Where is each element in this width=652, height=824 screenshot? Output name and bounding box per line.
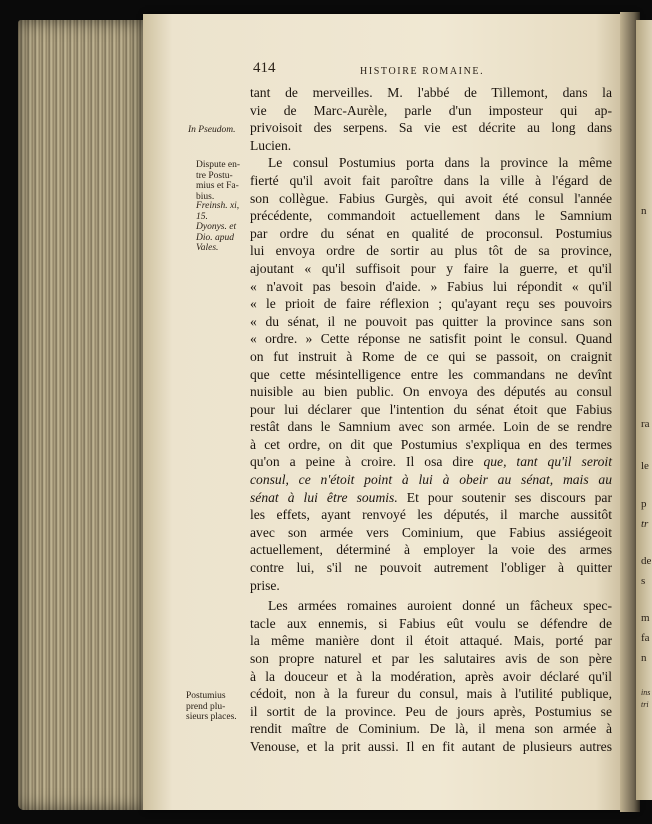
italic-run: que, tant qu'il seroit (483, 454, 612, 470)
text-run: Et pour soutenir ses discours par (397, 489, 612, 505)
text-line: Venouse, et la prit aussi. Il en fit autant de plusieurs autres (250, 738, 612, 754)
fragment: m (641, 612, 650, 624)
text-run: qu'on a peine à croire. Il osa dire (250, 454, 484, 470)
text-line: fierté qu'il avoit fait paroître dans la ville à l'égard de (250, 172, 612, 188)
text-line: pour lui déclarer que l'intention du sénat étoit que Fabius (250, 401, 612, 417)
fragment: de (641, 555, 652, 567)
text-line: son collègue. Fabius Gurgès, qui avoit été consul l'année (250, 190, 612, 206)
text-line: la même manière dont il étoit attaqué. Mais, porté par (250, 633, 612, 649)
text-line: à cet ordre, on dit que Postumius s'expliqua en des termes (250, 436, 612, 452)
text-line: Les armées romaines auroient donné un fâcheux spec- (268, 598, 612, 614)
text-line: « n'avoit pas besoin d'aide. » Fabius lui répondit « qu'il (250, 278, 612, 294)
text-line: ajoutant « qu'il suffisoit pour y faire la guerre, et qu'il (250, 260, 612, 276)
text-line: que cette mésintelligence entre les commandans ne devînt (250, 366, 612, 382)
text-line: avec son armée vers Cominium, que Fabius assiégeoit (250, 524, 612, 540)
fragment: s (641, 575, 646, 587)
fragment: p (641, 498, 647, 510)
text-line: lui envoya ordre de sortir au plus tôt de sa province, (250, 243, 612, 259)
facing-page-fragments (641, 0, 652, 824)
text-line: par ordre du sénat en qualité de proconsul. Postumius (250, 225, 612, 241)
running-title: HISTOIRE ROMAINE. (360, 66, 485, 77)
text-line: il sortit de la province. Peu de jours après, Postumius se (250, 703, 612, 719)
body-text (250, 84, 612, 756)
text-line: actuellement, déterminé à employer la voie des armes (250, 542, 612, 558)
text-line: précédente, commandoit actuellement dans le Samnium (250, 208, 612, 224)
text-line (250, 453, 612, 471)
fragment: ra (641, 418, 650, 430)
text-line: restât dans le Samnium avec son armée. Loin de se rendre (250, 419, 612, 435)
text-line: cédoit, non à la fureur du consul, mais à l'utilité publique, (250, 686, 612, 702)
margin-note: Dyonys. et Dio. apud Vales. (196, 222, 237, 253)
text-line: vie de Marc-Aurèle, parle d'un imposteur qui ap- (250, 102, 612, 118)
margin-note: Dispute en- tre Postu- mius et Fa- bius. (196, 160, 241, 202)
text-line: prise. (250, 577, 280, 593)
fragment: fa (641, 632, 650, 644)
margin-note: Freinsh. xi, 15. (196, 201, 240, 222)
text-line: « le prioit de faire réflexion ; qu'ayant reçu ses pouvoirs (250, 296, 612, 312)
fragment: n (641, 652, 647, 664)
margin-note: Postumius prend plu- sieurs places. (186, 691, 237, 722)
margin-note: In Pseudom. (188, 125, 236, 135)
text-line: nuisible au bien public. On envoya des députés au consul (250, 384, 612, 400)
text-line: à la douceur et à la modération, après avoir déclaré qu'il (250, 668, 612, 684)
text-line: tacle aux ennemis, si Fabius eût voulu se défendre de (250, 615, 612, 631)
text-line: les effets, ayant renvoyé les députés, il marche aussitôt (250, 507, 612, 523)
page-block-edge (18, 20, 143, 810)
text-line: consul, ce n'étoit point à lui à obeir au sénat, mais au (250, 472, 612, 488)
fragment: le (641, 460, 649, 472)
text-line: privoisoit des serpens. Sa vie est décrite au long dans (250, 120, 612, 136)
italic-run: sénat à lui être soumis. (250, 489, 398, 505)
text-line: on fut instruit à Rome de ce qui se passoit, on craignit (250, 348, 612, 364)
text-line: Le consul Postumius porta dans la province la même (268, 155, 612, 171)
text-line (250, 489, 612, 507)
text-line: rendit maître de Cominium. De là, il mena son armée à (250, 721, 612, 737)
text-line: contre lui, s'il ne pouvoit autrement l'obliger à quitter (250, 560, 612, 576)
text-line: son propre naturel et par les salutaires avis de son père (250, 651, 612, 666)
text-line: « du sénat, il ne pouvoit pas quitter la province sans son (250, 313, 612, 329)
fragment: tr (641, 518, 649, 530)
page-number: 414 (253, 60, 276, 76)
text-line: « ordre. » Cette réponse ne satisfit point le consul. Quand (250, 331, 612, 347)
fragment: ins (641, 688, 651, 697)
text-line: Lucien. (250, 137, 292, 153)
text-line: tant de merveilles. M. l'abbé de Tillemont, dans la (250, 85, 612, 100)
fragment: n (641, 205, 647, 217)
fragment: tri (641, 700, 649, 709)
